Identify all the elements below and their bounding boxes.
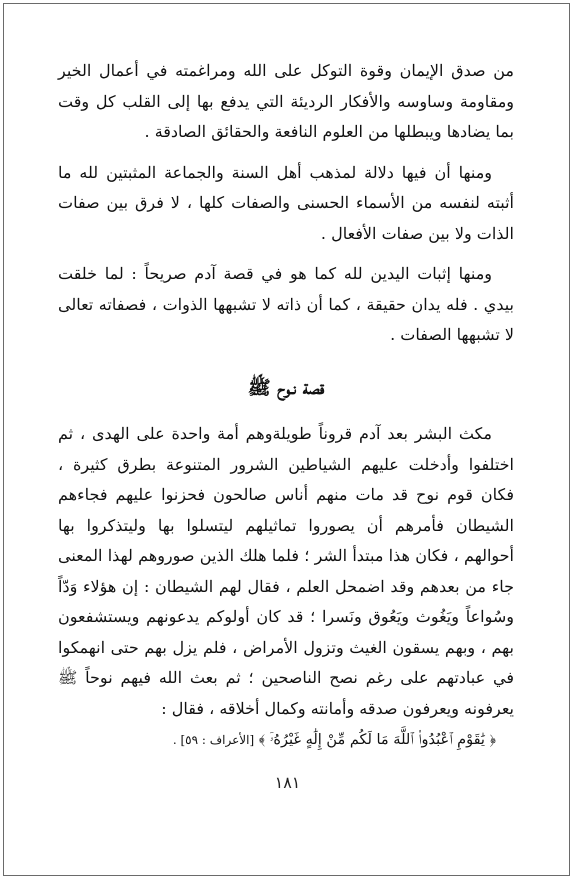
section-heading: قصة نـوح ﷺ — [247, 376, 325, 399]
paragraph-3: ومنها إثبات اليدين لله كما هو في قصة آدم صريحاً : لما خلقت بيدي . فله يدان حقيقة ، كما أن ذاته لا تشبهها الذوات ، فصفاته تعالى لا تشبهها الصفات . — [58, 264, 514, 344]
page-body — [58, 56, 514, 754]
paragraph-1: من صدق الإيمان وقوة التوكل على الله ومراغمته في أعمال الخير ومقاومة وساوسه والأفكار الرديئة التي يدفع بها إلى القلب كل وقت بما يضادها ويبطلها من العلوم النافعة والحقائق الصادقة . — [58, 61, 514, 141]
page-number: ١٨١ — [274, 773, 301, 792]
paragraph-gap — [58, 148, 514, 158]
quran-quote — [58, 726, 514, 754]
quote-reference: [الأعراف : ٥٩] . — [172, 733, 255, 747]
paragraph-main: مكث البشر بعد آدم قروناً طويلةوهم أمة واحدة على الهدى ، ثم اختلفوا وأدخلت عليهم الشياطين الشرور المتنوعة بطرق كثيرة ، فكان قوم نوح قد مات منهم أناس صالحون فحزنوا عليهم فجاءهم الشيطان فأمرهم أن يصوروا تماثيلهم ليتسلوا بها وليتذكروا بها أحوالهم ، فكان هذا مبتدأ الشر ؛ فلما هلك الذين صوروهم لهذا المعنى جاء من بعدهم وقد اضمحل العلم ، فقال لهم الشيطان : إن هؤلاء وَدّاً وسُواعاً ويَغُوث ويَعُوق ونَسرا ؛ قد كان أولوكم يدعونهم ويستشفعون بهم ، وبهم يسقون الغيث وتزول الأمراض ، فلم يزل بهم حتى انهمكوا في عبادتهم على رغم نصح الناصحين ؛ ثم بعث الله فيهم نوحاً ﷺ يعرفونه ويعرفون صدقه وأمانته وكمال أخلاقه ، فقال : — [58, 424, 514, 718]
paragraph-2: ومنها أن فيها دلالة لمذهب أهل السنة والجماعة المثبتين لله ما أثبته لنفسه من الأسماء الحسنى والصفات كلها ، لا فرق بين صفات الذات ولا بين صفات الأفعال . — [58, 162, 514, 243]
quote-text: ﴿ يَٰقَوْمِ ٱعْبُدُوا۟ ٱللَّهَ مَا لَكُم مِّنْ إِلَٰهٍ غَيْرُهُۥٓ ﴾ — [258, 732, 496, 748]
paragraph-gap — [58, 249, 514, 259]
